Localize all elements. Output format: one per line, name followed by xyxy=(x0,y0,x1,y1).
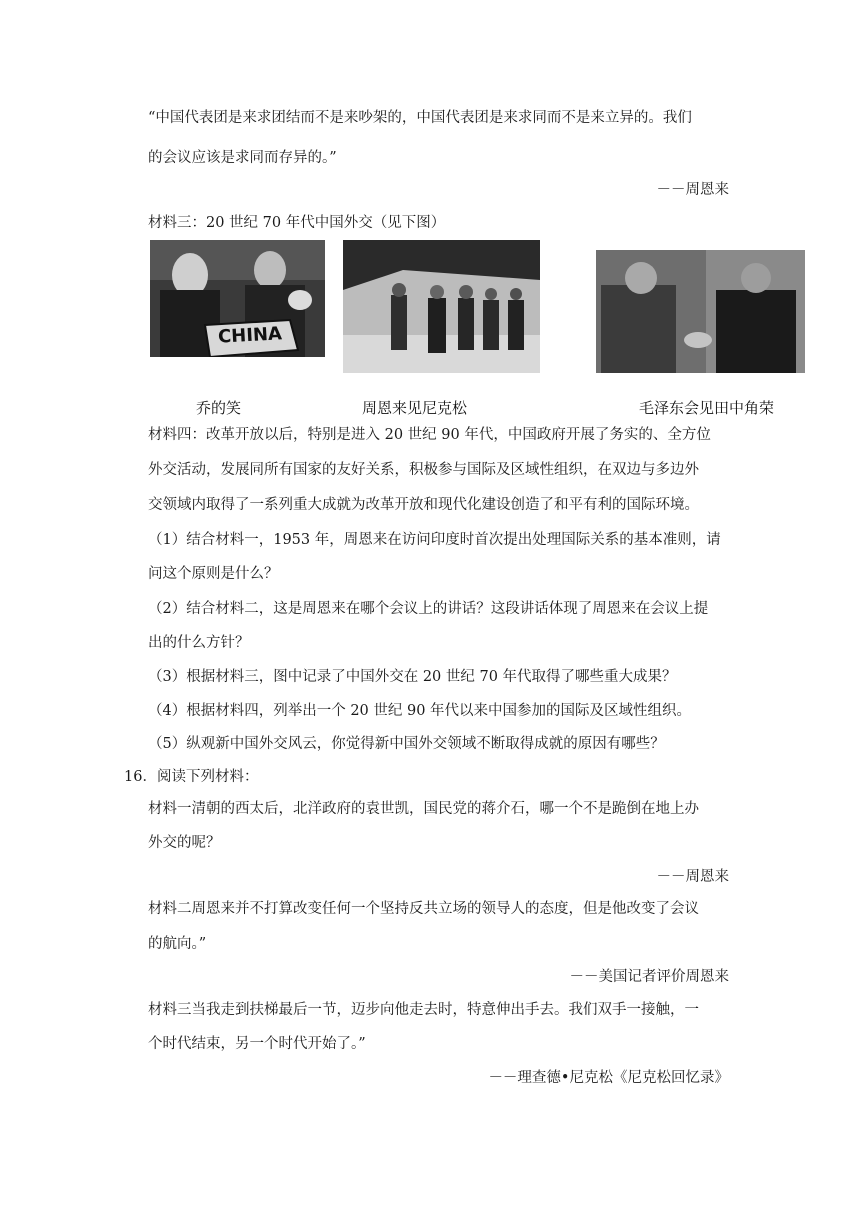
material3-heading: 材料三：20 世纪 70 年代中国外交（见下图） xyxy=(148,215,446,231)
material4-line-3: 交领域内取得了一系列重大成就为改革开放和现代化建设创造了和平有利的国际环境。 xyxy=(148,497,699,513)
photo-qiao-smile xyxy=(150,240,325,357)
question-2-line-1: （2）结合材料二，这是周恩来在哪个会议上的讲话？这段讲话体现了周恩来在会议上提 xyxy=(148,601,709,617)
photo-mao-tanaka-image xyxy=(596,250,805,373)
question-5: （5）纵观新中国外交风云，你觉得新中国外交领域不断取得成就的原因有哪些？ xyxy=(148,736,665,752)
photo-mao-meets-tanaka xyxy=(596,250,805,373)
p16-material3-line-2: 个时代结束，另一个时代开始了。” xyxy=(148,1036,366,1052)
quote-line-2: 的会议应该是求同而存异的。” xyxy=(148,150,337,166)
p16-material1-line-2: 外交的呢？ xyxy=(148,835,221,851)
photo2-caption: 周恩来见尼克松 xyxy=(362,399,468,417)
material4-line-1: 材料四：改革开放以后，特别是进入 20 世纪 90 年代，中国政府开展了务实的、全方位 xyxy=(148,427,711,443)
question-3: （3）根据材料三，图中记录了中国外交在 20 世纪 70 年代取得了哪些重大成果？ xyxy=(148,669,677,685)
question-4: （4）根据材料四，列举出一个 20 世纪 90 年代以来中国参加的国际及区域性组织。 xyxy=(148,703,692,719)
p16-material2-line-1: 材料二周恩来并不打算改变任何一个坚持反共立场的领导人的态度，但是他改变了会议 xyxy=(148,901,699,917)
p16-material2-attribution: －－美国记者评价周恩来 xyxy=(569,969,729,985)
quote-attribution: －－周恩来 xyxy=(656,182,729,198)
problem-16-title: 16．阅读下列材料： xyxy=(124,769,259,785)
china-nameplate: CHINA xyxy=(217,323,283,348)
question-2-line-2: 出的什么方针？ xyxy=(148,635,250,651)
photo1-caption: 乔的笑 xyxy=(196,399,242,417)
p16-material2-line-2: 的航向。” xyxy=(148,936,207,952)
p16-material1-line-1: 材料一清朝的西太后，北洋政府的袁世凯，国民党的蒋介石，哪一个不是跪倒在地上办 xyxy=(148,801,699,817)
photo-zhou-meets-nixon xyxy=(343,240,540,373)
p16-material3-attribution: －－理查德•尼克松《尼克松回忆录》 xyxy=(488,1070,729,1086)
photo-zhou-nixon-image xyxy=(343,240,540,373)
p16-material1-attribution: －－周恩来 xyxy=(656,869,729,885)
p16-material3-line-1: 材料三当我走到扶梯最后一节，迈步向他走去时，特意伸出手去。我们双手一接触，一 xyxy=(148,1002,699,1018)
question-1-line-1: （1）结合材料一，1953 年，周恩来在访问印度时首次提出处理国际关系的基本准则，请 xyxy=(148,532,721,548)
quote-line-1: “中国代表团是来求团结而不是来吵架的，中国代表团是来求同而不是来立异的。我们 xyxy=(148,110,692,126)
material4-line-2: 外交活动，发展同所有国家的友好关系，积极参与国际及区域性组织，在双边与多边外 xyxy=(148,462,699,478)
question-1-line-2: 问这个原则是什么？ xyxy=(148,566,279,582)
photo3-caption: 毛泽东会见田中角荣 xyxy=(639,399,775,417)
